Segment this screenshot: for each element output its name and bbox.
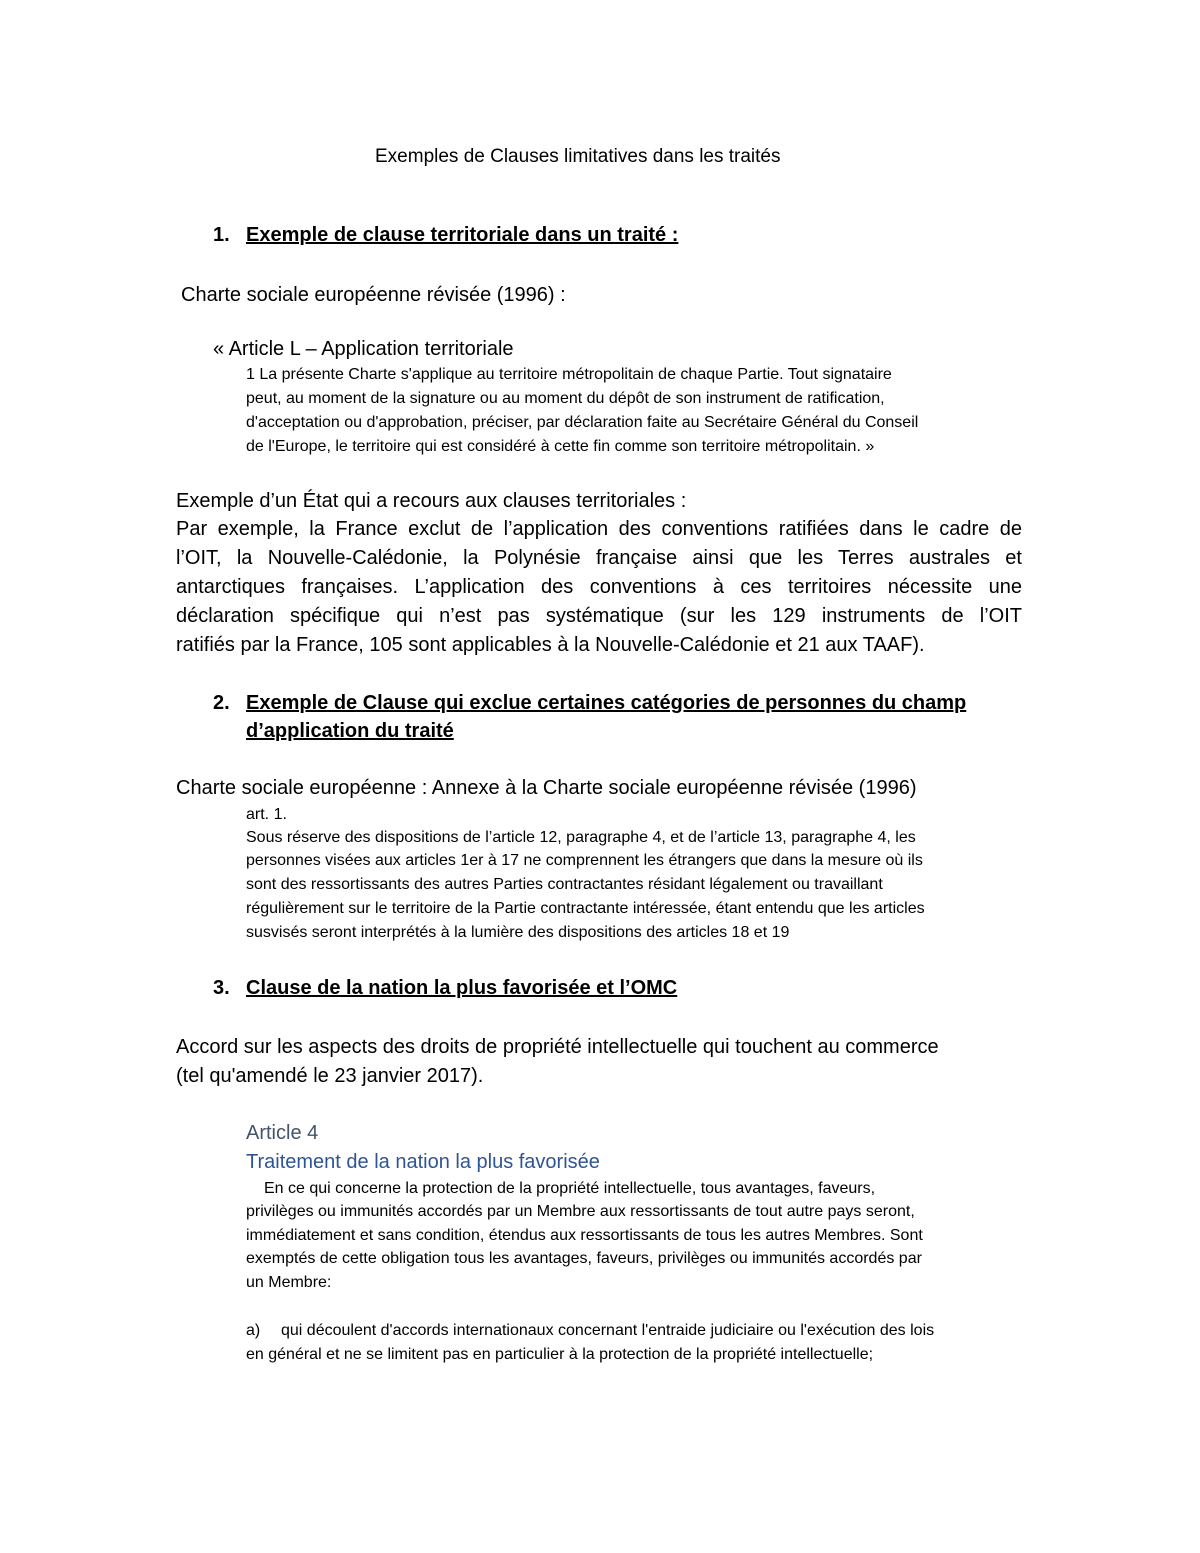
section-2-heading-line: d’application du traité: [246, 720, 454, 742]
section-3-source-line: Accord sur les aspects des droits de propriété intellectuelle qui touchent au commerce: [176, 1036, 939, 1058]
item-a-label: a): [246, 1322, 261, 1339]
section-2-source: Charte sociale européenne : Annexe à la Charte sociale européenne révisée (1996): [176, 777, 917, 799]
section-1-example-line: antarctiques françaises. L’application des conventions à ces territoires nécessite une: [176, 576, 1022, 598]
section-2-article-line: sont des ressortissants des autres Parties contractantes résidant légalement ou travaillant: [246, 876, 883, 893]
section-1-example-line: déclaration spécifique qui n’est pas systématique (sur les 129 instruments de l’OIT: [176, 605, 1022, 627]
section-1-article-line: 1 La présente Charte s'applique au territoire métropolitain de chaque Partie. Tout signataire: [246, 366, 892, 383]
section-3-heading: Clause de la nation la plus favorisée et l’OMC: [246, 977, 678, 999]
section-1-source: Charte sociale européenne révisée (1996) :: [181, 284, 566, 306]
section-1-number: 1.: [213, 224, 230, 246]
section-1-article-title: « Article L – Application territoriale: [213, 338, 514, 360]
section-1-example-line: l’OIT, la Nouvelle-Calédonie, la Polynésie française ainsi que les Terres australes et: [176, 547, 1022, 569]
article-4-paragraph-line: privilèges ou immunités accordés par un Membre aux ressortissants de tout autre pays seront,: [246, 1203, 915, 1220]
article-4-paragraph-line: immédiatement et sans condition, étendus aux ressortissants de tous les autres Membres. Sont: [246, 1227, 923, 1244]
article-4-paragraph-line: un Membre:: [246, 1274, 332, 1291]
section-2-article-line: personnes visées aux articles 1er à 17 ne comprennent les étrangers que dans la mesure où ils: [246, 852, 923, 869]
section-2-heading-line: Exemple de Clause qui exclue certaines catégories de personnes du champ: [246, 692, 967, 714]
section-2-article-line: Sous réserve des dispositions de l’article 12, paragraphe 4, et de l’article 13, paragraphe 4, les: [246, 829, 916, 846]
article-4-label: Article 4: [246, 1122, 319, 1144]
section-1-example-line: Par exemple, la France exclut de l’application des conventions ratifiées dans le cadre de: [176, 518, 1022, 540]
section-3-source-line: (tel qu'amendé le 23 janvier 2017).: [176, 1065, 484, 1087]
section-1-example-title: Exemple d’un État qui a recours aux clauses territoriales :: [176, 490, 687, 512]
page-title: Exemples de Clauses limitatives dans les traités: [375, 146, 781, 167]
section-1-article-line: de l'Europe, le territoire qui est considéré à cette fin comme son territoire métropolitain. »: [246, 438, 875, 455]
section-2-article-line: susvisés seront interprétés à la lumière des dispositions des articles 18 et 19: [246, 924, 790, 941]
article-4-paragraph-line: En ce qui concerne la protection de la propriété intellectuelle, tous avantages, faveurs,: [264, 1180, 876, 1197]
section-1-article-line: d'acceptation ou d'approbation, préciser, par déclaration faite au Secrétaire Général du Conseil: [246, 414, 919, 431]
item-a-line: en général et ne se limitent pas en particulier à la protection de la propriété intellectuelle;: [246, 1346, 874, 1363]
item-a-line: qui découlent d'accords internationaux concernant l'entraide judiciaire ou l'exécution des lois: [281, 1322, 935, 1339]
article-4-paragraph-line: exemptés de cette obligation tous les avantages, faveurs, privilèges ou immunités accordés par: [246, 1250, 922, 1267]
article-4-heading: Traitement de la nation la plus favorisée: [246, 1151, 600, 1173]
section-3-number: 3.: [213, 977, 230, 999]
section-2-article-line: régulièrement sur le territoire de la Partie contractante intéressée, étant entendu que les articles: [246, 900, 925, 917]
section-1-heading: Exemple de clause territoriale dans un traité :: [246, 224, 679, 246]
section-1-example-line: ratifiés par la France, 105 sont applicables à la Nouvelle-Calédonie et 21 aux TAAF).: [176, 634, 925, 656]
section-1-article-line: peut, au moment de la signature ou au moment du dépôt de son instrument de ratification,: [246, 390, 885, 407]
section-2-article-line: art. 1.: [246, 806, 287, 823]
section-2-number: 2.: [213, 692, 230, 714]
